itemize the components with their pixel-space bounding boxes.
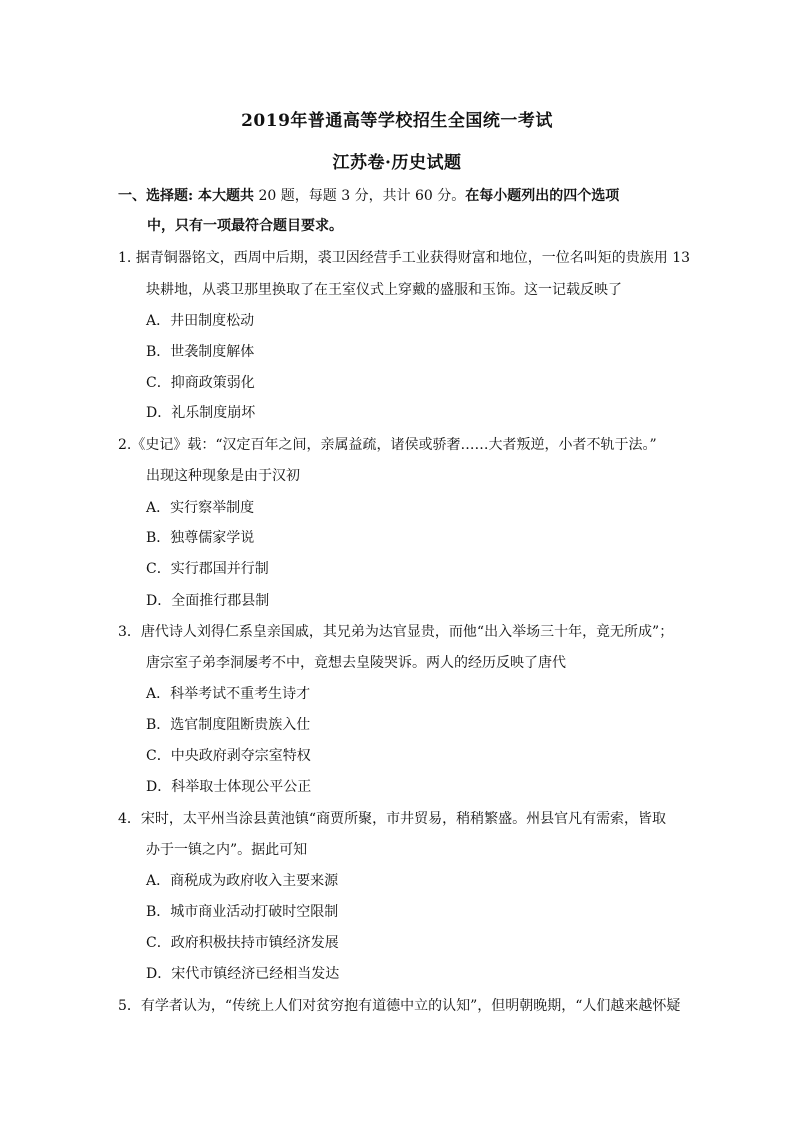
question-2-option-d: D．全面推行郡县制 (146, 593, 270, 609)
question-1-stem-line-1: 1. 据青铜器铭文，西周中后期，裘卫因经营手工业获得财富和地位，一位名叫矩的贵族用 13 (118, 250, 691, 266)
question-3-option-b: B．选官制度阻断贵族入仕 (146, 717, 311, 733)
question-1-stem-line-2: 块耕地，从裘卫那里换取了在王室仪式上穿戴的盛服和玉饰。这一记载反映了 (146, 282, 622, 298)
question-1-option-c: C．抑商政策弱化 (146, 375, 255, 391)
question-3-stem-line-2: 唐宗室子弟李洞屡考不中，竟想去皇陵哭诉。两人的经历反映了唐代 (146, 655, 566, 671)
question-3-option-c: C．中央政府剥夺宗室特权 (146, 748, 311, 764)
question-4-option-b: B．城市商业活动打破时空限制 (146, 904, 339, 920)
section-label: 一、选择题: (118, 188, 199, 204)
question-4-stem-line-2: 办于一镇之内”。据此可知 (146, 842, 308, 858)
question-3-option-d: D．科举取士体现公平公正 (146, 779, 312, 795)
question-1-option-d: D．礼乐制度崩坏 (146, 405, 256, 421)
question-2-option-c: C．实行郡国并行制 (146, 561, 269, 577)
question-4-stem-line-1: 4．宋时，太平州当涂县黄池镇“商贾所聚，市井贸易，稍稍繁盛。州县官凡有需索，皆取 (118, 811, 667, 827)
section-count-label: 本大题共 (198, 188, 255, 204)
question-3-option-a: A．科举考试不重考生诗才 (146, 686, 311, 702)
exam-title: 2019年普通高等学校招生全国统一考试 (241, 111, 553, 131)
section-instruction-line-2: 中，只有一项最符合题目要求。 (147, 218, 343, 234)
question-3-stem-line-1: 3．唐代诗人刘得仁系皇亲国戚，其兄弟为达官显贵，而他“出入举场三十年，竟无所成”； (118, 624, 674, 640)
question-1-option-b: B．世袭制度解体 (146, 344, 255, 360)
exam-subtitle: 江苏卷·历史试题 (332, 153, 462, 173)
section-instruction-line-1 (118, 186, 619, 206)
question-1-option-a: A．井田制度松动 (146, 313, 255, 329)
section-instruction-bold: 在每小题列出的四个选项 (465, 188, 620, 204)
question-2-option-b: B．独尊儒家学说 (146, 530, 255, 546)
question-4-option-a: A．商税成为政府收入主要来源 (146, 873, 339, 889)
question-2-stem-line-2: 出现这种现象是由于汉初 (146, 468, 300, 484)
question-5-stem-line-1: 5．有学者认为，“传统上人们对贫穷抱有道德中立的认知”，但明朝晚期，“人们越来越怀疑 (118, 998, 681, 1014)
question-4-option-d: D．宋代市镇经济已经相当发达 (146, 966, 340, 982)
question-2-stem-line-1: 2.《史记》载：“汉定百年之间，亲属益疏，诸侯或骄奢……大者叛逆，小者不轨于法。” (118, 437, 657, 453)
section-score-info: 20 题，每题 3 分，共计 60 分。 (254, 188, 466, 204)
question-2-option-a: A．实行察举制度 (146, 500, 255, 516)
question-4-option-c: C．政府积极扶持市镇经济发展 (146, 935, 339, 951)
